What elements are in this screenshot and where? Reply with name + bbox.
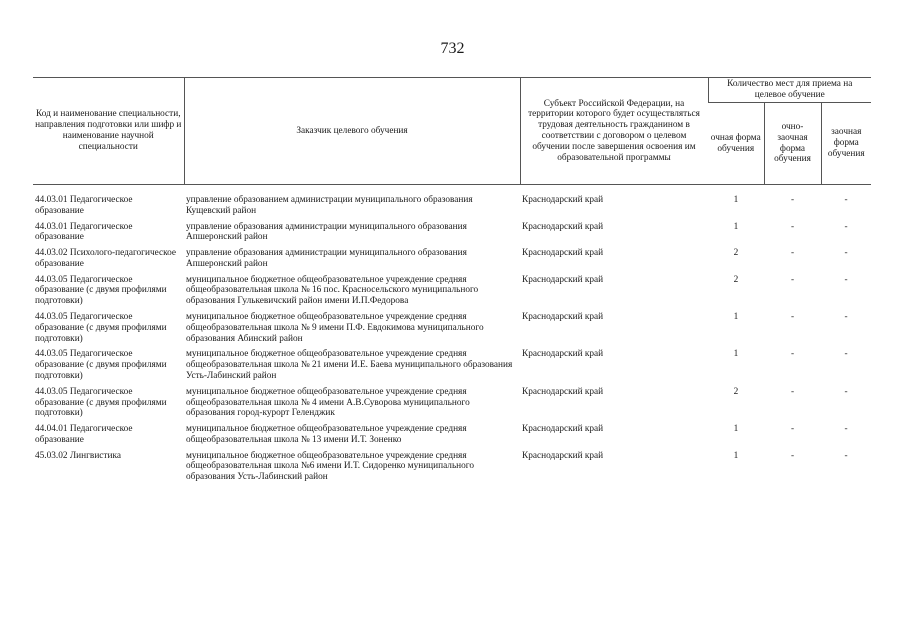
customer-cell: муниципальное бюджетное общеобразовательное учреждение средняя общеобразовательная школа № 16 пос. Красносельского муниципального образования Гулькевичский район имени И.П.Федорова — [186, 274, 479, 307]
part-time-count: - — [790, 195, 795, 205]
part-time-count: - — [790, 274, 795, 285]
full-time-count: 1 — [733, 450, 739, 461]
header-part-time: очно-заочная форма обучения — [764, 103, 821, 185]
region-cell: Краснодарский край — [522, 195, 604, 205]
table-row — [33, 451, 871, 488]
header-correspondence: заочная форма обучения — [821, 103, 871, 185]
full-time-count: 1 — [733, 424, 739, 435]
code-cell: 44.04.01 Педагогическое образование — [35, 424, 133, 445]
region-cell: Краснодарский край — [522, 349, 604, 360]
table-body — [33, 185, 871, 488]
correspondence-count: - — [844, 349, 848, 360]
correspondence-count: - — [844, 312, 848, 323]
part-time-count: - — [790, 312, 795, 323]
correspondence-count: - — [844, 424, 848, 435]
table-header — [33, 78, 871, 185]
full-time-count: 2 — [733, 274, 739, 285]
code-cell: 45.03.02 Лингвистика — [35, 450, 121, 461]
header-full-time: очная форма обучения — [708, 103, 764, 185]
header-quantity: Количество мест для приема на целевое обучение — [708, 78, 871, 103]
table-row — [33, 195, 871, 222]
customer-cell: управление образования администрации муниципального образования Апшеронский район — [186, 221, 467, 243]
full-time-count: 1 — [733, 221, 739, 232]
customer-cell: муниципальное бюджетное общеобразовательное учреждение средняя общеобразовательная школа №6 имени И.Т. Сидоренко муниципального образования Усть-Лабинский район — [186, 450, 475, 483]
header-customer: Заказчик целевого обучения — [184, 78, 520, 185]
code-cell: 44.03.05 Педагогическое образование (с двумя профилями подготовки) — [35, 274, 167, 307]
page-number: 732 — [440, 40, 465, 57]
code-cell: 44.03.05 Педагогическое образование (с двумя профилями подготовки) — [35, 349, 167, 381]
part-time-count: - — [790, 424, 795, 435]
correspondence-count: - — [844, 386, 848, 397]
customer-cell: муниципальное бюджетное общеобразовательное учреждение средняя общеобразовательная школа № 4 имени А.В.Суворова муниципального образования город-курорт Геленджик — [186, 386, 470, 419]
region-cell: Краснодарский край — [522, 386, 604, 397]
code-cell: 44.03.01 Педагогическое образование — [35, 221, 133, 243]
correspondence-count: - — [844, 195, 848, 205]
table-row — [33, 424, 871, 451]
code-cell: 44.03.02 Психолого-педагогическое образование — [35, 248, 177, 269]
admission-quota-table — [33, 77, 871, 488]
full-time-count: 1 — [733, 195, 739, 205]
table-row — [33, 387, 871, 424]
customer-cell: управление образования администрации муниципального образования Апшеронский район — [186, 248, 467, 269]
table-row — [33, 222, 871, 249]
part-time-count: - — [790, 248, 795, 259]
code-cell: 44.03.01 Педагогическое образование — [35, 195, 133, 216]
full-time-count: 2 — [733, 248, 739, 259]
full-time-count: 1 — [733, 349, 739, 360]
region-cell: Краснодарский край — [522, 424, 604, 435]
part-time-count: - — [790, 221, 795, 232]
full-time-count: 2 — [733, 386, 739, 397]
customer-cell: муниципальное бюджетное общеобразовательное учреждение средняя общеобразовательная школа № 21 имени И.Е. Баева муниципального образования Усть-Лабинский район — [186, 349, 513, 381]
correspondence-count: - — [844, 221, 848, 232]
correspondence-count: - — [844, 248, 848, 259]
header-code: Код и наименование специальности, направления подготовки или шифр и наименование научной специальности — [33, 78, 184, 185]
region-cell: Краснодарский край — [522, 248, 604, 259]
table-row — [33, 349, 871, 386]
customer-cell: муниципальное бюджетное общеобразовательное учреждение средняя общеобразовательная школа № 13 имени И.Т. Зоненко — [186, 424, 467, 445]
region-cell: Краснодарский край — [522, 450, 604, 461]
full-time-count: 1 — [733, 312, 739, 323]
customer-cell: управление образованием администрации муниципального образования Кущевский район — [186, 195, 473, 216]
table-row — [33, 312, 871, 349]
region-cell: Краснодарский край — [522, 274, 604, 285]
part-time-count: - — [790, 349, 795, 360]
correspondence-count: - — [844, 450, 848, 461]
region-cell: Краснодарский край — [522, 221, 604, 232]
part-time-count: - — [790, 450, 795, 461]
part-time-count: - — [790, 386, 795, 397]
region-cell: Краснодарский край — [522, 312, 604, 323]
code-cell: 44.03.05 Педагогическое образование (с двумя профилями подготовки) — [35, 312, 167, 344]
table-row — [33, 248, 871, 275]
customer-cell: муниципальное бюджетное общеобразовательное учреждение средняя общеобразовательная школа № 9 имени П.Ф. Евдокимова муниципального образования Абинский район — [186, 312, 484, 344]
correspondence-count: - — [844, 274, 848, 285]
code-cell: 44.03.05 Педагогическое образование (с двумя профилями подготовки) — [35, 386, 167, 419]
header-region: Субъект Российской Федерации, на территории которого будет осуществляться трудовая деятельность гражданином в соответствии с договором о целевом обучении после завершения освоения им образовательной программы — [520, 78, 708, 185]
table-row — [33, 275, 871, 312]
